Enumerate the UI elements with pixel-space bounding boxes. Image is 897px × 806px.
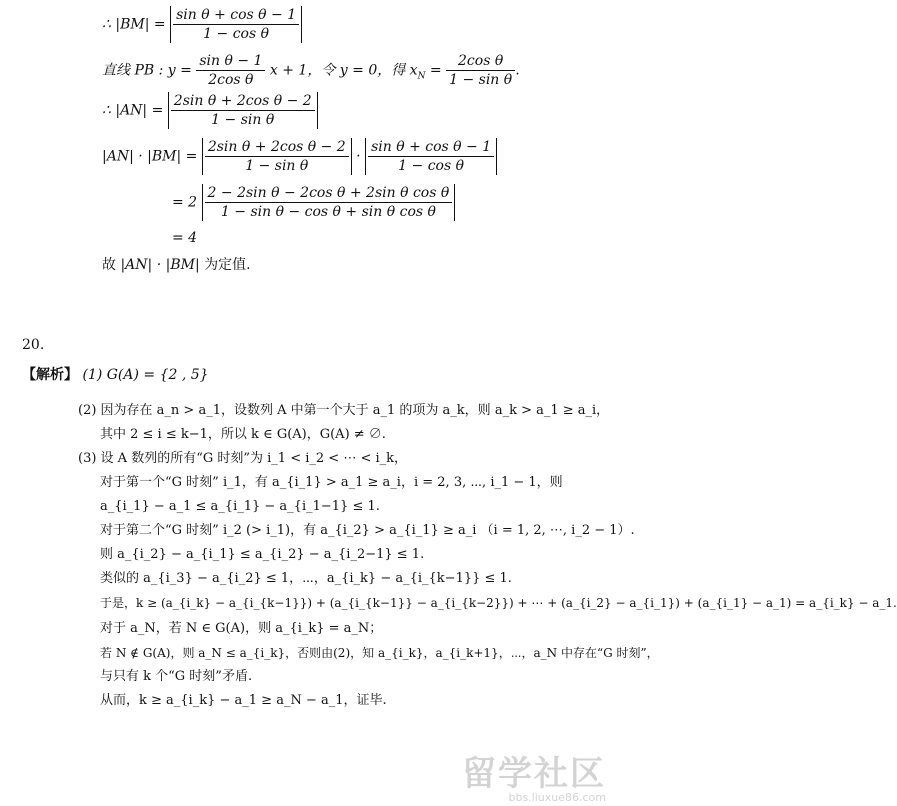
answer-line-3i: 若 N ∉ G(A)，则 a_N ≤ a_{i_k}，否则由(2)，知 a_{i_k}，a_{i_k+1}，⋯，a_N 中存在“G 时刻”， [100, 646, 659, 660]
fraction-numerator: sin θ + cos θ − 1 [173, 6, 299, 25]
answer-line-3c: a_{i_1} − a_1 ≤ a_{i_1} − a_{i_1−1} ≤ 1. [100, 499, 380, 514]
answer-line-3f: 类似的 a_{i_3} − a_{i_2} ≤ 1，⋯，a_{i_k} − a_{i_{k−1}} ≤ 1. [100, 571, 512, 586]
line-product: |AN| · |BM| = $\frac{\text{2sin θ + 2cos θ − 2}}{\text{1 − sin θ}}$ · $\frac{\text{sin θ + cos θ − 1}}{\text{1 − cos θ}}$ [102, 138, 497, 175]
fraction-denominator: 1 − cos θ [203, 26, 270, 42]
analysis-tag: 【解析】 [22, 367, 78, 383]
line-bm: ∴ |BM| = $\frac{\text{sin θ + cos θ − 1}}{\text{1 − cos θ}}$ [102, 6, 302, 43]
answer-line-3b: 对于第一个“G 时刻” i_1，有 a_{i_1} > a_1 ≥ a_i，i = 2, 3, ⋯, i_1 − 1，则 [100, 475, 563, 490]
line-pb: 直线 PB : y = $\frac{\text{sin θ − 1}}{\text{2cos θ}}$ x + 1，令 y = 0，得 $x_N$ = $\frac{\text{2cos θ}}{\text{1 − sin θ}}$ . [102, 53, 520, 88]
question-number: 20. [22, 337, 45, 353]
answer-line-3j: 与只有 k 个“G 时刻”矛盾. [100, 669, 253, 684]
answer-line-3e: 则 a_{i_2} − a_{i_1} ≤ a_{i_2} − a_{i_2−1} ≤ 1. [100, 547, 425, 562]
line-conclusion: 故 |AN| · |BM| 为定值. [102, 257, 251, 273]
watermark-logo: 留学社区 bbs.liuxue86.com [462, 754, 606, 804]
line-simplify: = 2 $\frac{\text{2 − 2sin θ − 2cos θ + 2sin θ cos θ}}{\text{1 − sin θ − cos θ + sin θ cos θ}}$ [172, 184, 455, 221]
line-result: = 4 [172, 230, 198, 246]
answer-line-3k: 从而，k ≥ a_{i_k} − a_1 ≥ a_N − a_1，证毕. [100, 693, 387, 708]
answer-line-3g: 于是，k ≥ (a_{i_k} − a_{i_{k−1}}) + (a_{i_{k−1}} − a_{i_{k−2}}) + ⋯ + (a_{i_2} − a_{i_1}) + (a_{i_1} − a_1) = a_{i_k} − a_1. [100, 596, 897, 610]
answer-line-2b: 其中 2 ≤ i ≤ k−1，所以 k ∈ G(A)，G(A) ≠ ∅. [100, 427, 386, 442]
answer-line-1: 【解析】 (1) G(A) = {2 , 5} [22, 367, 209, 383]
answer-line-3h: 对于 a_N，若 N ∈ G(A)，则 a_{i_k} = a_N； [100, 621, 383, 636]
answer-line-3d: 对于第二个“G 时刻” i_2 (> i_1)，有 a_{i_2} > a_{i_1} ≥ a_i （i = 1, 2, ⋯, i_2 − 1）. [100, 523, 635, 538]
answer-line-2a: (2) 因为存在 a_n > a_1，设数列 A 中第一个大于 a_1 的项为 a_k，则 a_k > a_1 ≥ a_i， [78, 403, 610, 418]
line-an: ∴ |AN| = $\frac{\text{2sin θ + 2cos θ − 2}}{\text{1 − sin θ}}$ [102, 92, 318, 129]
answer-line-3a: (3) 设 A 数列的所有“G 时刻”为 i_1 < i_2 < ⋯ < i_k， [78, 451, 408, 466]
